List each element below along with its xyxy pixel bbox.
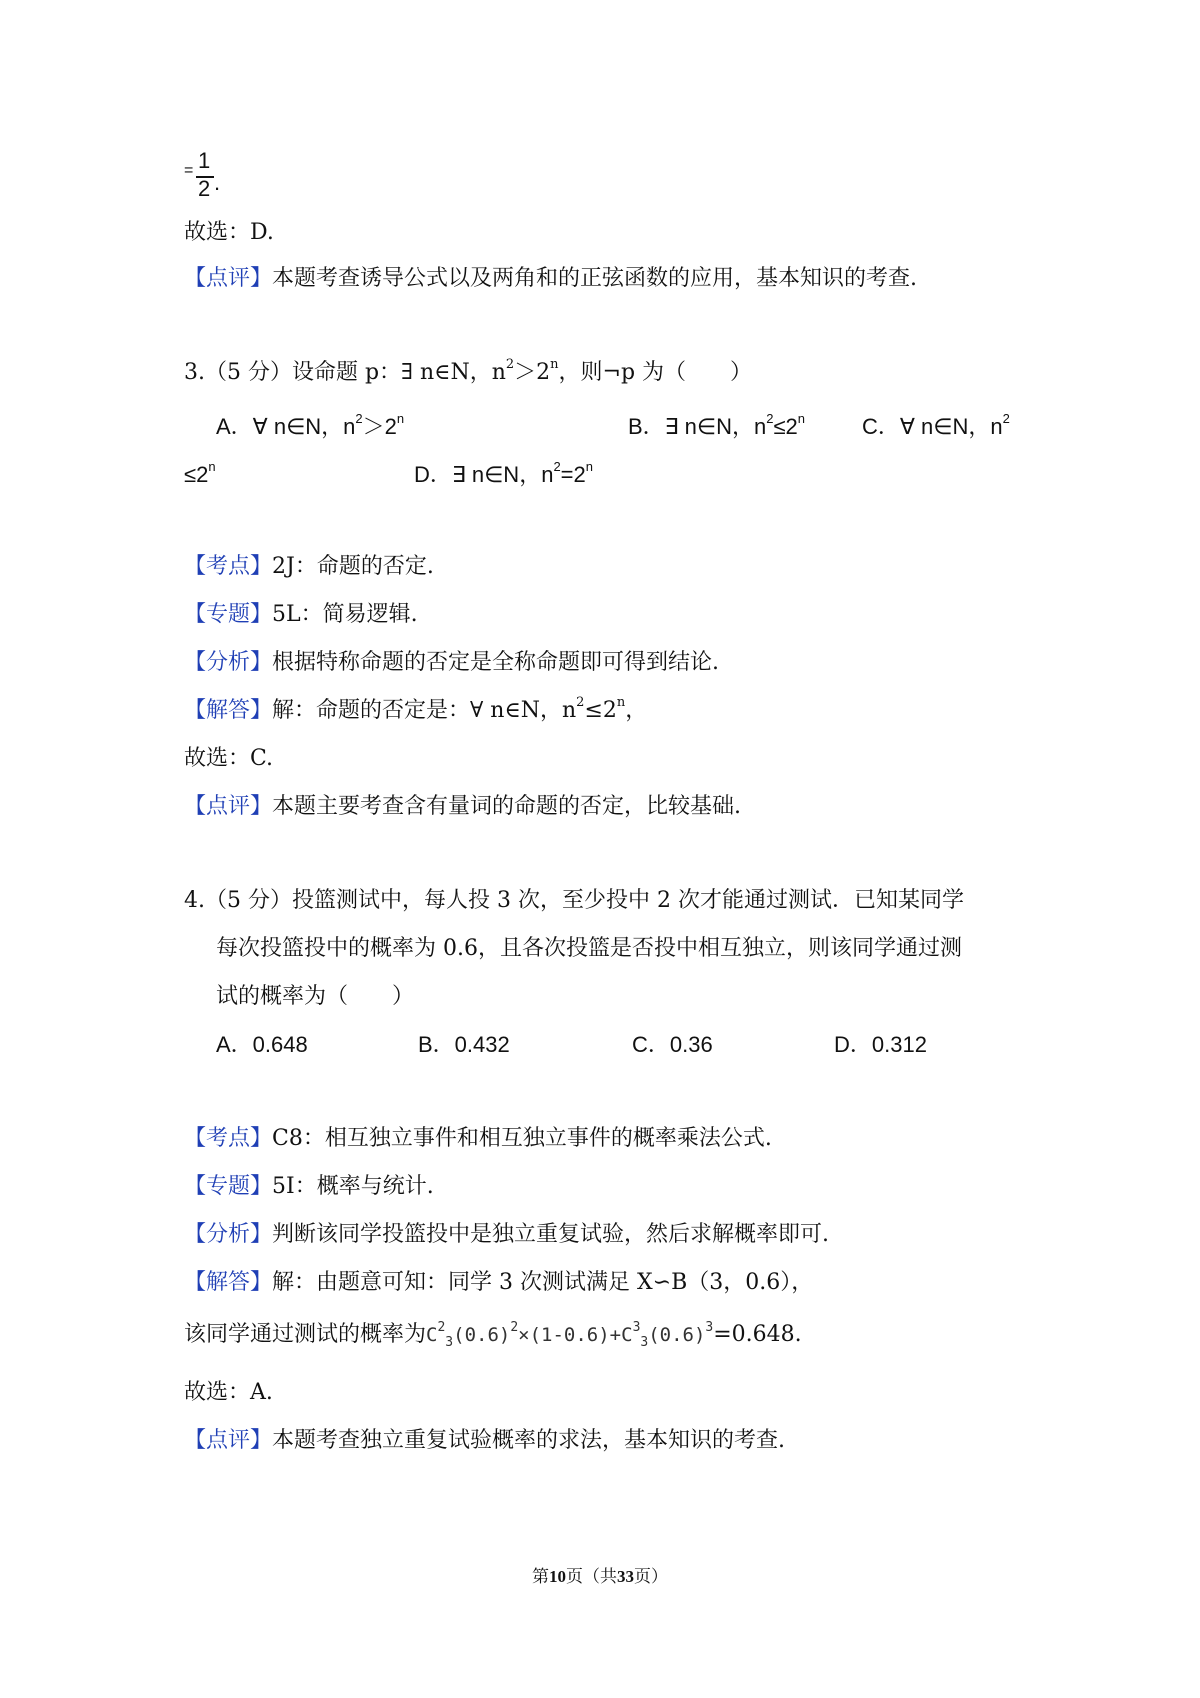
formula-exp-2: 3	[705, 1319, 714, 1335]
kaodian-tag: 【考点】	[184, 554, 273, 579]
probability-prefix: 该同学通过测试的概率为	[184, 1322, 427, 1347]
q3-option-c-exp2: 2	[1002, 410, 1010, 426]
combination-symbol-1: C	[426, 1324, 438, 1346]
q3-option-c-cont-text: ≤2	[184, 462, 209, 487]
q3-option-a-expn: n	[396, 410, 405, 426]
q4-dianping	[184, 1426, 785, 1456]
q3-jieda	[184, 696, 647, 726]
q3-option-b	[628, 412, 805, 442]
q3-option-b-mid: ≤2	[773, 414, 798, 439]
zhuanti-tag: 【专题】	[184, 1174, 273, 1199]
q3-stem-mid: ＞2	[514, 360, 551, 385]
footer-mid: 页（共	[566, 1567, 617, 1587]
q4-option-b: B．0.432	[418, 1032, 510, 1057]
q4-option-c: C．0.36	[632, 1032, 713, 1057]
q3-option-a-exp2: 2	[355, 410, 363, 426]
q3-option-a-text: A．∀ n∈N，n	[216, 414, 356, 439]
q3-stem-exp2: 2	[505, 356, 515, 372]
fraction-denominator: 2	[198, 176, 211, 201]
formula-result: =0.648.	[713, 1322, 802, 1347]
q3-kaodian	[184, 552, 434, 582]
equals-sign: =	[184, 162, 194, 179]
q3-zhuanti	[184, 600, 418, 630]
q3-option-b-exp2: 2	[766, 410, 774, 426]
q4-probability-line	[184, 1320, 802, 1350]
page-footer	[0, 1562, 1200, 1587]
comment-tag: 【点评】	[184, 266, 273, 291]
q3-option-b-text: B．∃ n∈N，n	[628, 414, 767, 439]
q4-fenxi	[184, 1220, 829, 1250]
prev-comment	[184, 264, 917, 294]
jieda-prefix: 解：命题的否定是：∀ n∈N，n	[272, 698, 577, 723]
q4-zhuanti	[184, 1172, 434, 1202]
footer-pre: 第	[532, 1567, 549, 1587]
q4-answer: 故选：A.	[184, 1380, 273, 1405]
zhuanti-text: 5L：简易逻辑.	[272, 602, 418, 627]
zhuanti-text: 5I：概率与统计.	[272, 1174, 434, 1199]
q3-stem-expn: n	[550, 356, 559, 372]
q3-option-a	[216, 412, 404, 442]
jieda-text: 解：由题意可知：同学 3 次测试满足 X∽B（3，0.6），	[272, 1270, 814, 1295]
kaodian-text: 2J：命题的否定.	[272, 554, 434, 579]
formula-base-1: (0.6)	[453, 1324, 511, 1346]
q3-stem-prefix: 3.（5 分）设命题 p：∃ n∈N，n	[184, 360, 506, 385]
formula-exp-1: 2	[510, 1319, 519, 1335]
fenxi-text: 根据特称命题的否定是全称命题即可得到结论.	[272, 650, 720, 675]
q3-option-a-mid: ＞2	[362, 414, 397, 439]
fenxi-text: 判断该同学投篮投中是独立重复试验，然后求解概率即可.	[272, 1222, 830, 1247]
fraction-numerator: 1	[198, 148, 211, 173]
q3-option-b-expn: n	[797, 410, 805, 426]
page-total: 33	[617, 1567, 634, 1586]
jieda-mid: ≤2	[584, 698, 617, 723]
q4-option-a: A．0.648	[216, 1032, 308, 1057]
q4-stem-line1: 4.（5 分）投篮测试中，每人投 3 次，至少投中 2 次才能通过测试．已知某同学	[184, 888, 964, 913]
comment-text: 本题考查诱导公式以及两角和的正弦函数的应用，基本知识的考查.	[272, 266, 918, 291]
formula-base-2: (0.6)	[648, 1324, 706, 1346]
fenxi-tag: 【分析】	[184, 1222, 273, 1247]
formula-mid: ×(1-0.6)+	[518, 1324, 622, 1346]
kaodian-text: C8：相互独立事件和相互独立事件的概率乘法公式.	[272, 1126, 772, 1151]
q3-stem-end: p 为（ ）	[620, 360, 753, 385]
q3-option-d-exp2: 2	[553, 458, 561, 474]
q3-stem	[184, 358, 752, 388]
dianping-tag: 【点评】	[184, 794, 273, 819]
combination-1-bottom: 3	[445, 1334, 454, 1350]
q3-stem-suffix: ，则	[558, 360, 603, 385]
fraction-period: .	[214, 170, 221, 195]
combination-symbol-2: C	[621, 1324, 633, 1346]
q3-dianping	[184, 792, 741, 822]
footer-post: 页）	[634, 1567, 668, 1587]
q4-stem-line2: 每次投篮投中的概率为 0.6，且各次投篮是否投中相互独立，则该同学通过测	[216, 936, 962, 961]
probability-formula	[426, 1319, 714, 1350]
combination-1-top: 2	[437, 1319, 446, 1335]
q3-option-d-expn: n	[585, 458, 593, 474]
jieda-tag: 【解答】	[184, 698, 273, 723]
jieda-tag: 【解答】	[184, 1270, 273, 1295]
q3-option-c	[862, 412, 1010, 442]
jieda-exp2: 2	[576, 694, 585, 710]
q4-jieda	[184, 1268, 813, 1298]
q3-fenxi	[184, 648, 719, 678]
q3-option-c-cont	[184, 460, 216, 490]
q3-option-c-text: C．∀ n∈N，n	[862, 414, 1003, 439]
q3-option-d	[414, 460, 593, 490]
page-number: 10	[549, 1567, 566, 1586]
dianping-tag: 【点评】	[184, 1428, 273, 1453]
q4-option-d: D．0.312	[834, 1032, 927, 1057]
zhuanti-tag: 【专题】	[184, 602, 273, 627]
dianping-text: 本题主要考查含有量词的命题的否定，比较基础.	[272, 794, 742, 819]
combination-2-top: 3	[632, 1319, 641, 1335]
jieda-end: ，	[625, 698, 648, 723]
q4-kaodian	[184, 1124, 772, 1154]
dianping-text: 本题考查独立重复试验概率的求法，基本知识的考查.	[272, 1428, 786, 1453]
q3-option-c-expn: n	[208, 458, 216, 474]
q3-option-d-mid: =2	[560, 462, 586, 487]
q3-not-symbol: ¬	[602, 360, 621, 385]
q3-answer: 故选：C.	[184, 746, 274, 771]
prev-answer: 故选：D.	[184, 220, 274, 245]
q3-option-d-text: D．∃ n∈N，n	[414, 462, 554, 487]
kaodian-tag: 【考点】	[184, 1126, 273, 1151]
jieda-expn: n	[616, 694, 626, 710]
combination-2-bottom: 3	[640, 1334, 649, 1350]
q4-stem-line3: 试的概率为（ ）	[216, 984, 415, 1009]
fenxi-tag: 【分析】	[184, 650, 273, 675]
